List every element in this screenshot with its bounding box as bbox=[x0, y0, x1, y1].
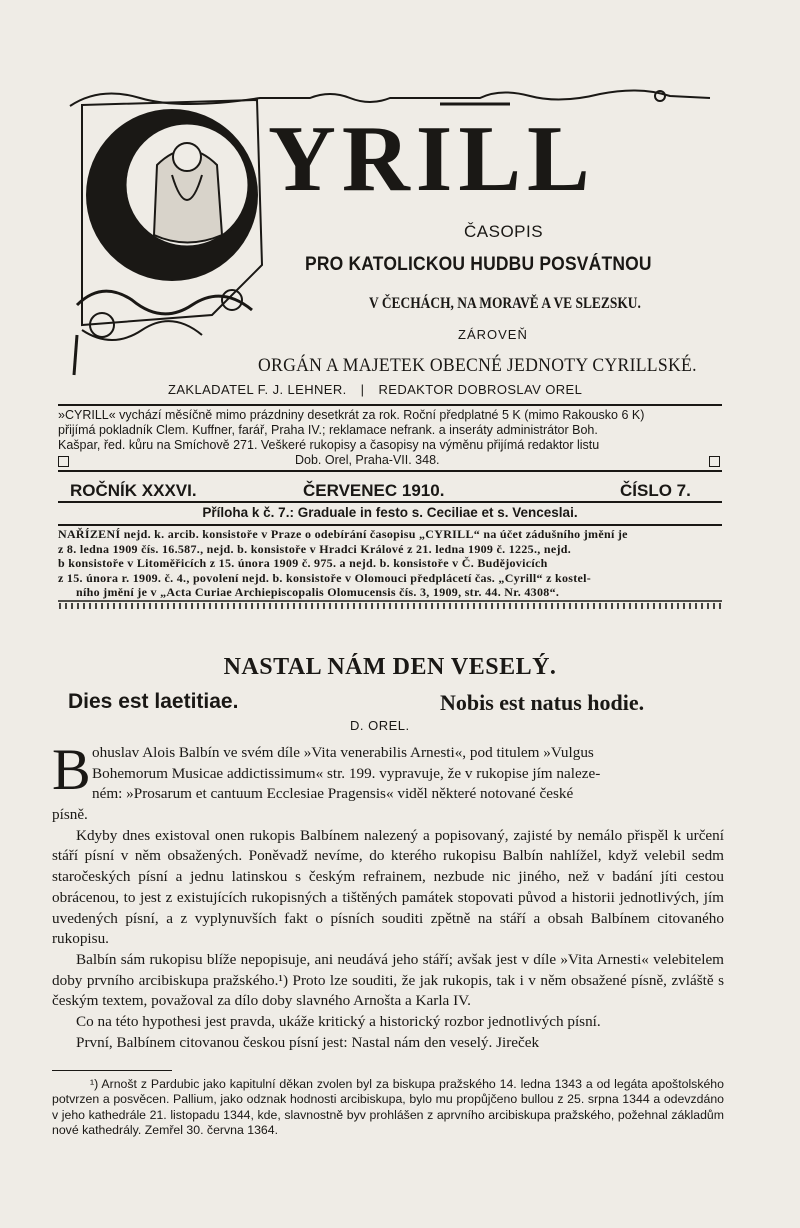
paragraph: Balbín sám rukopisu blíže nepopisuje, ani neudává jeho stáří; avšak jest v díle »Vita Arnesti« velebitelem doby prvního arcibiskupa pražského.¹) Proto lze souditi, že jak rukopis, tak i v něm obsažené písně, zvláště s českým textem, považoval za dílo doby slavného Arnošta a Karla IV. bbox=[52, 950, 724, 1010]
volume: ROČNÍK XXXVI. bbox=[70, 481, 197, 500]
info-line: Dob. Orel, Praha-VII. 348. bbox=[295, 453, 440, 467]
footnote: ¹) Arnošt z Pardubic jako kapitulní děkan zvolen byl za biskupa pražského 14. ledna 1343 a od legáta apoštolského potvrzen a posvěcen. Pallium, jako odznak hodnosti arcibiskupa, bylo mu propůjčeno bullou z 25. srpna 1344 a odevzdáno v jeho kathedrále 21. listopadu 1344, kde, slavnostně byv prohlášen z aprvního arcibiskupa pražského, požehnal základům nové kathedrály. Zemřel 30. června 1364. bbox=[52, 1077, 724, 1138]
notice-line: NAŘÍZENÍ nejd. k. arcib. konsistoře v Praze o odebírání časopisu „CYRILL“ na účet zádušního jmění je bbox=[58, 527, 628, 541]
notice-line: z 8. ledna 1909 čís. 16.587., nejd. b. konsistoře v Hradci Králové z 21. ledna 1909 č. 1225., nejd. bbox=[58, 541, 572, 556]
divider bbox=[58, 501, 722, 503]
masthead bbox=[0, 0, 800, 400]
decree-notice bbox=[58, 527, 722, 600]
info-line: Kašpar, řed. kůru na Smíchově 271. Veškeré rukopisy a časopisy na výměnu přijímá redaktor listu bbox=[58, 438, 600, 452]
divider bbox=[58, 524, 722, 526]
motto-left: Dies est laetitiae. bbox=[68, 690, 239, 713]
founder: ZAKLADATEL F. J. LEHNER. bbox=[168, 382, 347, 397]
article-title: NASTAL NÁM DEN VESELÝ. bbox=[223, 654, 557, 680]
subtitle-katolicka-hudba: PRO KATOLICKOU HUDBU POSVÁTNOU bbox=[305, 254, 652, 275]
separator: | bbox=[360, 382, 365, 397]
issue-date: ČERVENEC 1910. bbox=[303, 481, 445, 500]
subscription-info bbox=[58, 408, 722, 468]
journal-title: YRILL bbox=[268, 107, 596, 211]
notice-line: ního jmění je v „Acta Curiae Archiepiscopalis Olomucensis čís. 3, 1909, str. 44. Nr. 4308“. bbox=[76, 585, 560, 599]
issue-number: ČÍSLO 7. bbox=[620, 481, 691, 500]
article-author: D. OREL. bbox=[350, 718, 410, 733]
paragraph: písně. bbox=[52, 806, 88, 823]
paragraph: Kdyby dnes existoval onen rukopis Balbínem nalezený a popisovaný, zajisté by nemálo přispěl k určení stáří písní v něm obsažených. Poněvadž nevíme, do kterého rukopisu Balbín nahlížel, když velebil sedm staročeských písní a jednu latinskou s českým refrainem, nezbude nic jiného, než v badání jíti cestou obrácenou, to jest z existujících rukopisných a tištěných památek stopovati původ a historii jednotlivých, jím uvedených písní, a z vyplynuvších fakt o písních souditi zpětně na stáří a obsah Balbínem citovaného rukopisu. bbox=[52, 826, 724, 948]
paragraph-line: Bohemorum Musicae addictissimum« str. 199. vypravuje, že v rukopise jím naleze- bbox=[92, 764, 601, 782]
footnote-divider bbox=[52, 1070, 172, 1071]
ornament-border bbox=[58, 600, 722, 610]
decorative-initial-c bbox=[62, 95, 267, 385]
subtitle-casopis: ČASOPIS bbox=[464, 222, 544, 241]
supplement: Příloha k č. 7.: Graduale in festo s. Ceciliae et s. Venceslai. bbox=[202, 505, 578, 520]
founder-line bbox=[168, 382, 582, 397]
subtitle-zaroven: ZÁROVEŇ bbox=[458, 327, 528, 342]
square-ornament-right bbox=[709, 456, 720, 467]
drop-cap: B bbox=[52, 737, 91, 802]
divider bbox=[58, 470, 722, 472]
subtitle-organ: ORGÁN A MAJETEK OBECNÉ JEDNOTY CYRILLSKÉ. bbox=[258, 355, 697, 376]
paragraph: Co na této hypothesi jest pravda, ukáže kritický a historický rozbor jednotlivých písní. bbox=[76, 1013, 601, 1031]
editor: REDAKTOR DOBROSLAV OREL bbox=[378, 382, 583, 397]
subtitle-regions: V ČECHÁCH, NA MORAVĚ A VE SLEZSKU. bbox=[369, 295, 641, 312]
paragraph: První, Balbínem citovanou českou písní jest: Nastal nám den veselý. Jireček bbox=[76, 1033, 540, 1051]
info-line: »CYRILL« vychází měsíčně mimo prázdniny desetkrát za rok. Roční předplatné 5 K (mimo Rakousko 6 K) bbox=[58, 408, 645, 422]
notice-line: b konsistoře v Litoměřicích z 15. února 1909 č. 975. a nejd. b. konsistoře v Č. Budějovicích bbox=[58, 556, 548, 570]
notice-line: z 15. února r. 1909. č. 4., povolení nejd. b. konsistoře v Olomouci předplácetí čas. „Cyrill“ z kostel- bbox=[58, 570, 592, 585]
paragraph-line: ohuslav Alois Balbín ve svém díle »Vita venerabilis Arnesti«, pod titulem »Vulgus bbox=[92, 744, 594, 761]
motto-right: Nobis est natus hodie. bbox=[440, 690, 645, 715]
info-line: přijímá pokladník Clem. Kuffner, farář, Praha IV.; reklamace nefrank. a inseráty administrátor Boh. bbox=[58, 423, 598, 437]
square-ornament-left bbox=[58, 456, 69, 467]
article-body bbox=[52, 737, 724, 1053]
divider bbox=[58, 404, 722, 406]
paragraph-line: ném: »Prosarum et cantuum Ecclesiae Pragensis« viděl některé notované české bbox=[92, 785, 574, 803]
